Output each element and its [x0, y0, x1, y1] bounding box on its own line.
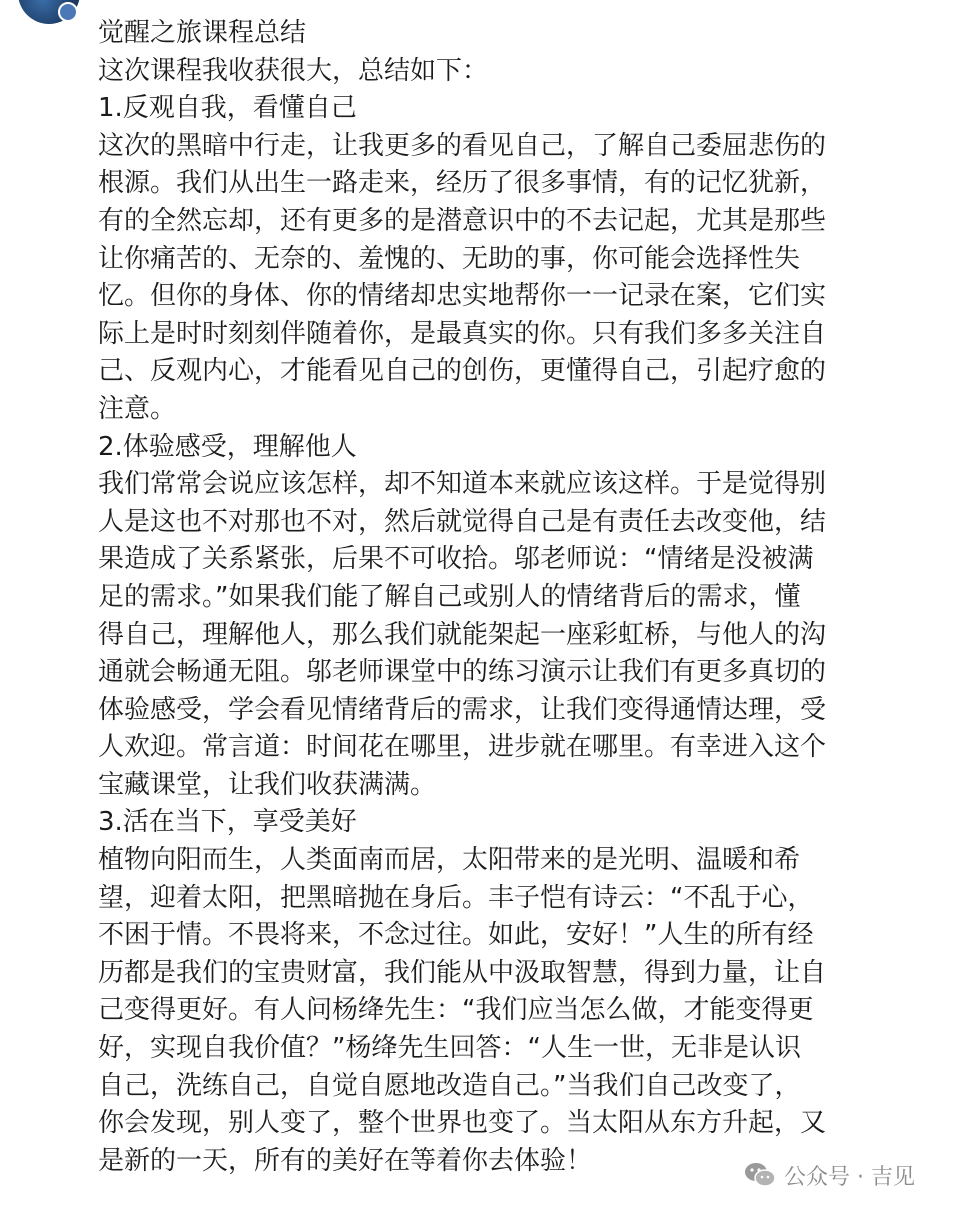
post-line: 根源。我们从出生一路走来，经历了很多事情，有的记忆犹新，	[98, 168, 827, 199]
watermark-text: 公众号 · 吉见	[784, 1164, 915, 1190]
post-line: 自己，洗练自己，自觉自愿地改造自己。”当我们自己改变了，	[98, 1070, 801, 1101]
post-line: 得自己，理解他人，那么我们就能架起一座彩虹桥，与他人的沟	[98, 619, 827, 650]
post-line: 人欢迎。常言道：时间花在哪里，进步就在哪里。有幸进入这个	[98, 732, 827, 763]
post-line: 望，迎着太阳，把黑暗抛在身后。丰子恺有诗云：“不乱于心，	[98, 882, 814, 913]
post-line: 不困于情。不畏将来，不念过往。如此，安好！”人生的所有经	[98, 920, 814, 951]
section-heading: 2.体验感受，理解他人	[98, 431, 357, 462]
post-line: 植物向阳而生，人类面南而居，太阳带来的是光明、温暖和希	[98, 845, 801, 876]
post-line: 你会发现，别人变了，整个世界也变了。当太阳从东方升起，又	[98, 1108, 827, 1139]
post-line: 人是这也不对那也不对，然后就觉得自己是有责任去改变他，结	[98, 506, 827, 537]
post-body	[98, 15, 898, 1180]
post-line: 这次课程我收获很大，总结如下：	[98, 55, 489, 86]
post-line: 际上是时时刻刻伴随着你，是最真实的你。只有我们多多关注自	[98, 318, 827, 349]
watermark	[744, 1160, 915, 1190]
post-line: 有的全然忘却，还有更多的是潜意识中的不去记起，尤其是那些	[98, 205, 827, 236]
post-line: 体验感受，学会看见情绪背后的需求，让我们变得通情达理，受	[98, 694, 827, 725]
post-line: 己、反观内心，才能看见自己的创伤，更懂得自己，引起疗愈的	[98, 356, 827, 387]
wechat-icon	[744, 1162, 776, 1188]
post-line: 通就会畅通无阻。邬老师课堂中的练习演示让我们有更多真切的	[98, 657, 827, 688]
post-line: 让你痛苦的、无奈的、羞愧的、无助的事，你可能会选择性失	[98, 243, 801, 274]
post-line: 己变得更好。有人问杨绛先生：“我们应当怎么做，才能变得更	[98, 995, 814, 1026]
post-line: 好，实现自我价值？”杨绛先生回答：“人生一世，无非是认识	[98, 1033, 801, 1064]
post-line: 忆。但你的身体、你的情绪却忠实地帮你一一记录在案，它们实	[98, 281, 827, 312]
post-line: 历都是我们的宝贵财富，我们能从中汲取智慧，得到力量，让自	[98, 957, 827, 988]
post-line: 果造成了关系紧张，后果不可收拾。邬老师说：“情绪是没被满	[98, 544, 814, 575]
post-line: 这次的黑暗中行走，让我更多的看见自己，了解自己委屈悲伤的	[98, 130, 827, 161]
post-line: 是新的一天，所有的美好在等着你去体验！	[98, 1145, 593, 1176]
section-heading: 3.活在当下，享受美好	[98, 807, 357, 838]
post-line: 宝藏课堂，让我们收获满满。	[98, 769, 437, 800]
post-title: 觉醒之旅课程总结	[98, 18, 307, 48]
post-line: 我们常常会说应该怎样，却不知道本来就应该这样。于是觉得别	[98, 469, 827, 500]
post-line: 注意。	[98, 393, 177, 424]
section-heading: 1.反观自我，看懂自己	[98, 93, 357, 124]
post-line: 足的需求。”如果我们能了解自己或别人的情绪背后的需求，懂	[98, 581, 801, 612]
avatar-badge-icon	[58, 2, 78, 22]
